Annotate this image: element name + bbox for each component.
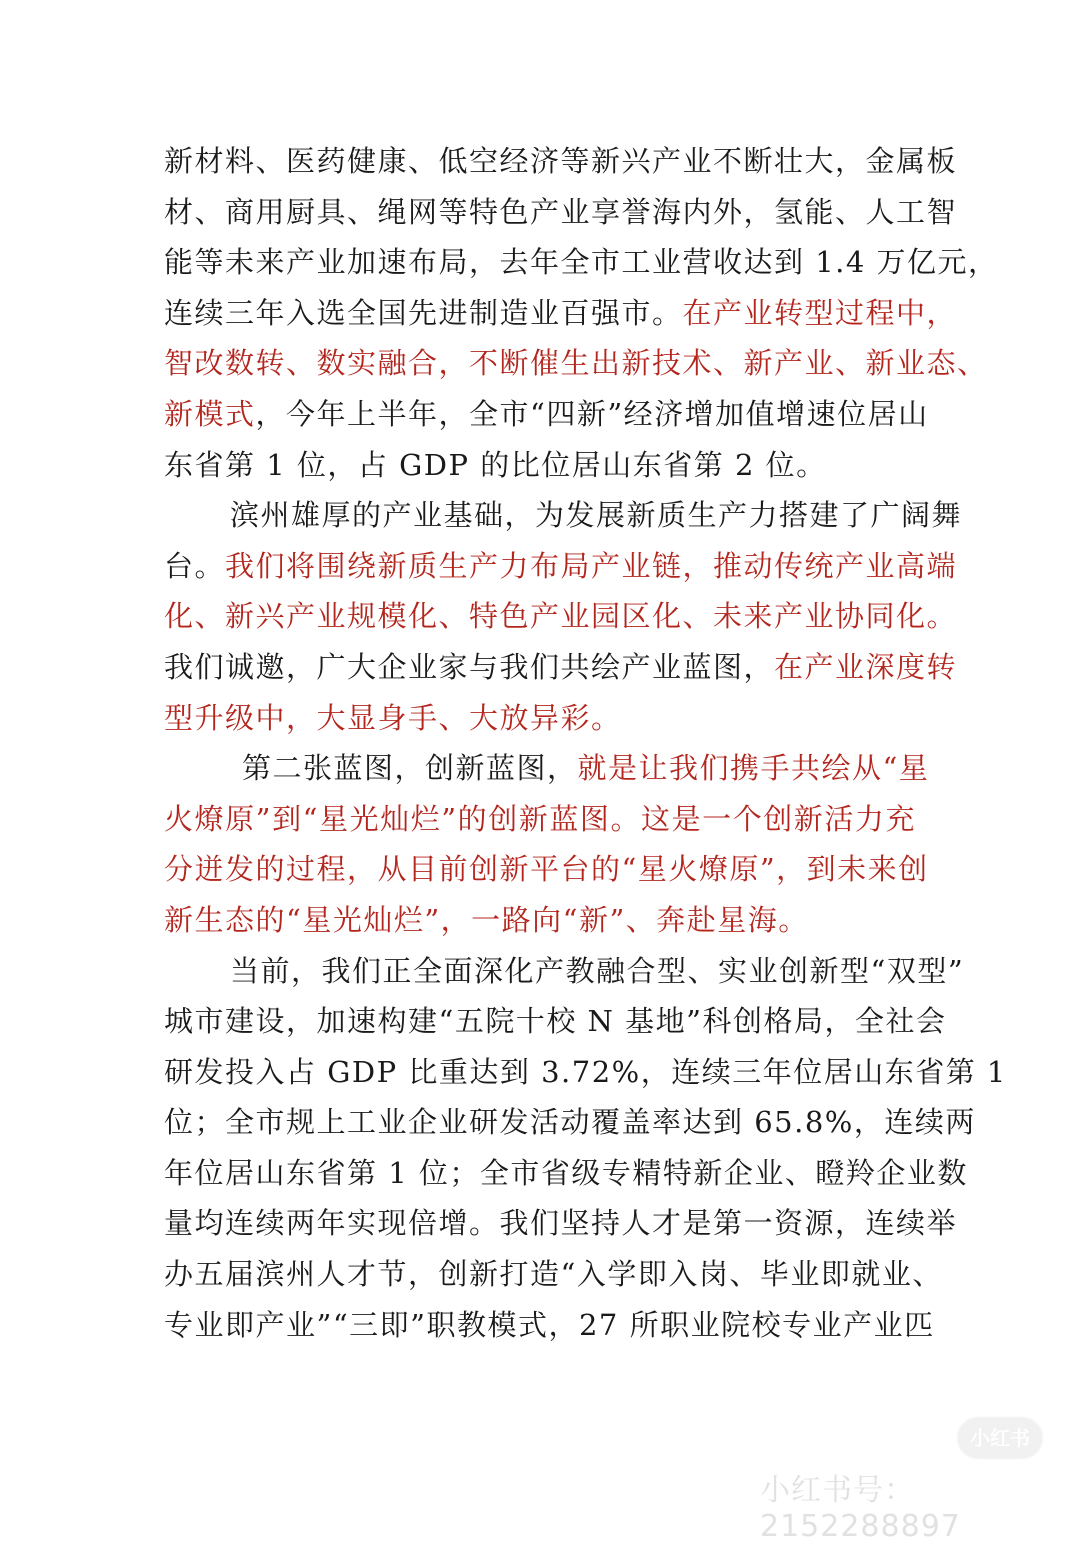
text-line	[164, 743, 930, 794]
xiaohongshu-logo-watermark: 小红书	[958, 1418, 1042, 1458]
paragraph-innovation-status	[164, 946, 1007, 1351]
highlighted-text: 在产业转型过程中，	[682, 295, 958, 330]
text-line	[164, 794, 916, 845]
text-line	[164, 288, 958, 339]
text-line	[164, 946, 965, 997]
text-line	[164, 1148, 968, 1199]
highlighted-text: 就是让我们携手共绘从“星	[577, 751, 930, 786]
body-text: 城市建设，加速构建“五院十校 N 基地”科创格局，全社会	[164, 1004, 947, 1039]
body-text: 我们诚邀，广大企业家与我们共绘产业蓝图，	[164, 649, 775, 684]
text-line	[164, 440, 916, 491]
highlighted-text: 化、新兴产业规模化、特色产业园区化、未来产业协同化。	[164, 599, 958, 634]
text-line	[164, 642, 958, 693]
paragraph-industry-chain	[164, 490, 963, 743]
body-text: 专业即产业”“三即”职教模式，27 所职业院校专业产业匹	[164, 1307, 935, 1342]
text-line	[164, 187, 958, 238]
body-text: 位；全市规上工业企业研发活动覆盖率达到 65.8%，连续两	[164, 1105, 976, 1140]
text-line	[164, 237, 999, 288]
text-line	[164, 389, 929, 440]
text-line	[164, 1047, 1007, 1098]
highlighted-text: 分迸发的过程，从目前创新平台的“星火燎原”，到未来创	[164, 852, 929, 887]
highlighted-text: 智改数转、数实融合，不断催生出新技术、新产业、新业态、	[164, 346, 988, 381]
text-line	[164, 1097, 976, 1148]
body-text: 研发投入占 GDP 比重达到 3.72%，连续三年位居山东省第 1	[164, 1054, 1007, 1089]
text-line	[164, 541, 958, 592]
body-text: ，今年上半年，全市“四新”经济增加值增速位居山	[255, 396, 929, 431]
text-line	[164, 996, 947, 1047]
text-line	[164, 1198, 958, 1249]
body-text: 年位居山东省第 1 位；全市省级专精特新企业、瞪羚企业数	[164, 1155, 968, 1190]
text-line	[164, 1300, 935, 1351]
text-line	[164, 136, 958, 187]
highlighted-text: 新模式	[164, 396, 256, 431]
body-text: 办五届滨州人才节，创新打造“入学即入岗、毕业即就业、	[164, 1257, 943, 1292]
highlighted-text: 型升级中，大显身手、大放异彩。	[164, 700, 622, 735]
highlighted-text: 在产业深度转	[774, 649, 958, 684]
body-text: 能等未来产业加速布局，去年全市工业营收达到 1.4 万亿元，	[164, 245, 999, 280]
body-text: 当前，我们正全面深化产教融合型、实业创新型“双型”	[230, 953, 965, 988]
text-line	[164, 844, 929, 895]
text-line	[164, 895, 916, 946]
body-text: 台。	[164, 548, 226, 583]
body-text: 东省第 1 位，占 GDP 的比位居山东省第 2 位。	[164, 447, 827, 482]
body-text: 量均连续两年实现倍增。我们坚持人才是第一资源，连续举	[164, 1206, 958, 1241]
text-line	[164, 1249, 943, 1300]
document-body	[164, 136, 1007, 1350]
body-text: 连续三年入选全国先进制造业百强市。	[164, 295, 683, 330]
body-text: 滨州雄厚的产业基础，为发展新质生产力搭建了广阔舞	[230, 498, 963, 533]
paragraph-innovation-blueprint	[164, 743, 930, 945]
highlighted-text: 我们将围绕新质生产力布局产业链，推动传统产业高端	[225, 548, 958, 583]
text-line	[164, 338, 988, 389]
paragraph-industry-base	[164, 136, 999, 490]
highlighted-text: 新生态的“星光灿烂”，一路向“新”、奔赴星海。	[164, 902, 809, 937]
body-text: 第二张蓝图，创新蓝图，	[242, 751, 578, 786]
text-line	[164, 490, 963, 541]
xiaohongshu-account-watermark: 小红书号：2152288897	[760, 1473, 961, 1544]
highlighted-text: 火燎原”到“星光灿烂”的创新蓝图。这是一个创新活力充	[164, 801, 916, 836]
body-text: 新材料、医药健康、低空经济等新兴产业不断壮大，金属板	[164, 144, 958, 178]
body-text: 材、商用厨具、绳网等特色产业享誉海内外，氢能、人工智	[164, 194, 958, 229]
text-line	[164, 591, 958, 642]
text-line	[164, 693, 916, 744]
